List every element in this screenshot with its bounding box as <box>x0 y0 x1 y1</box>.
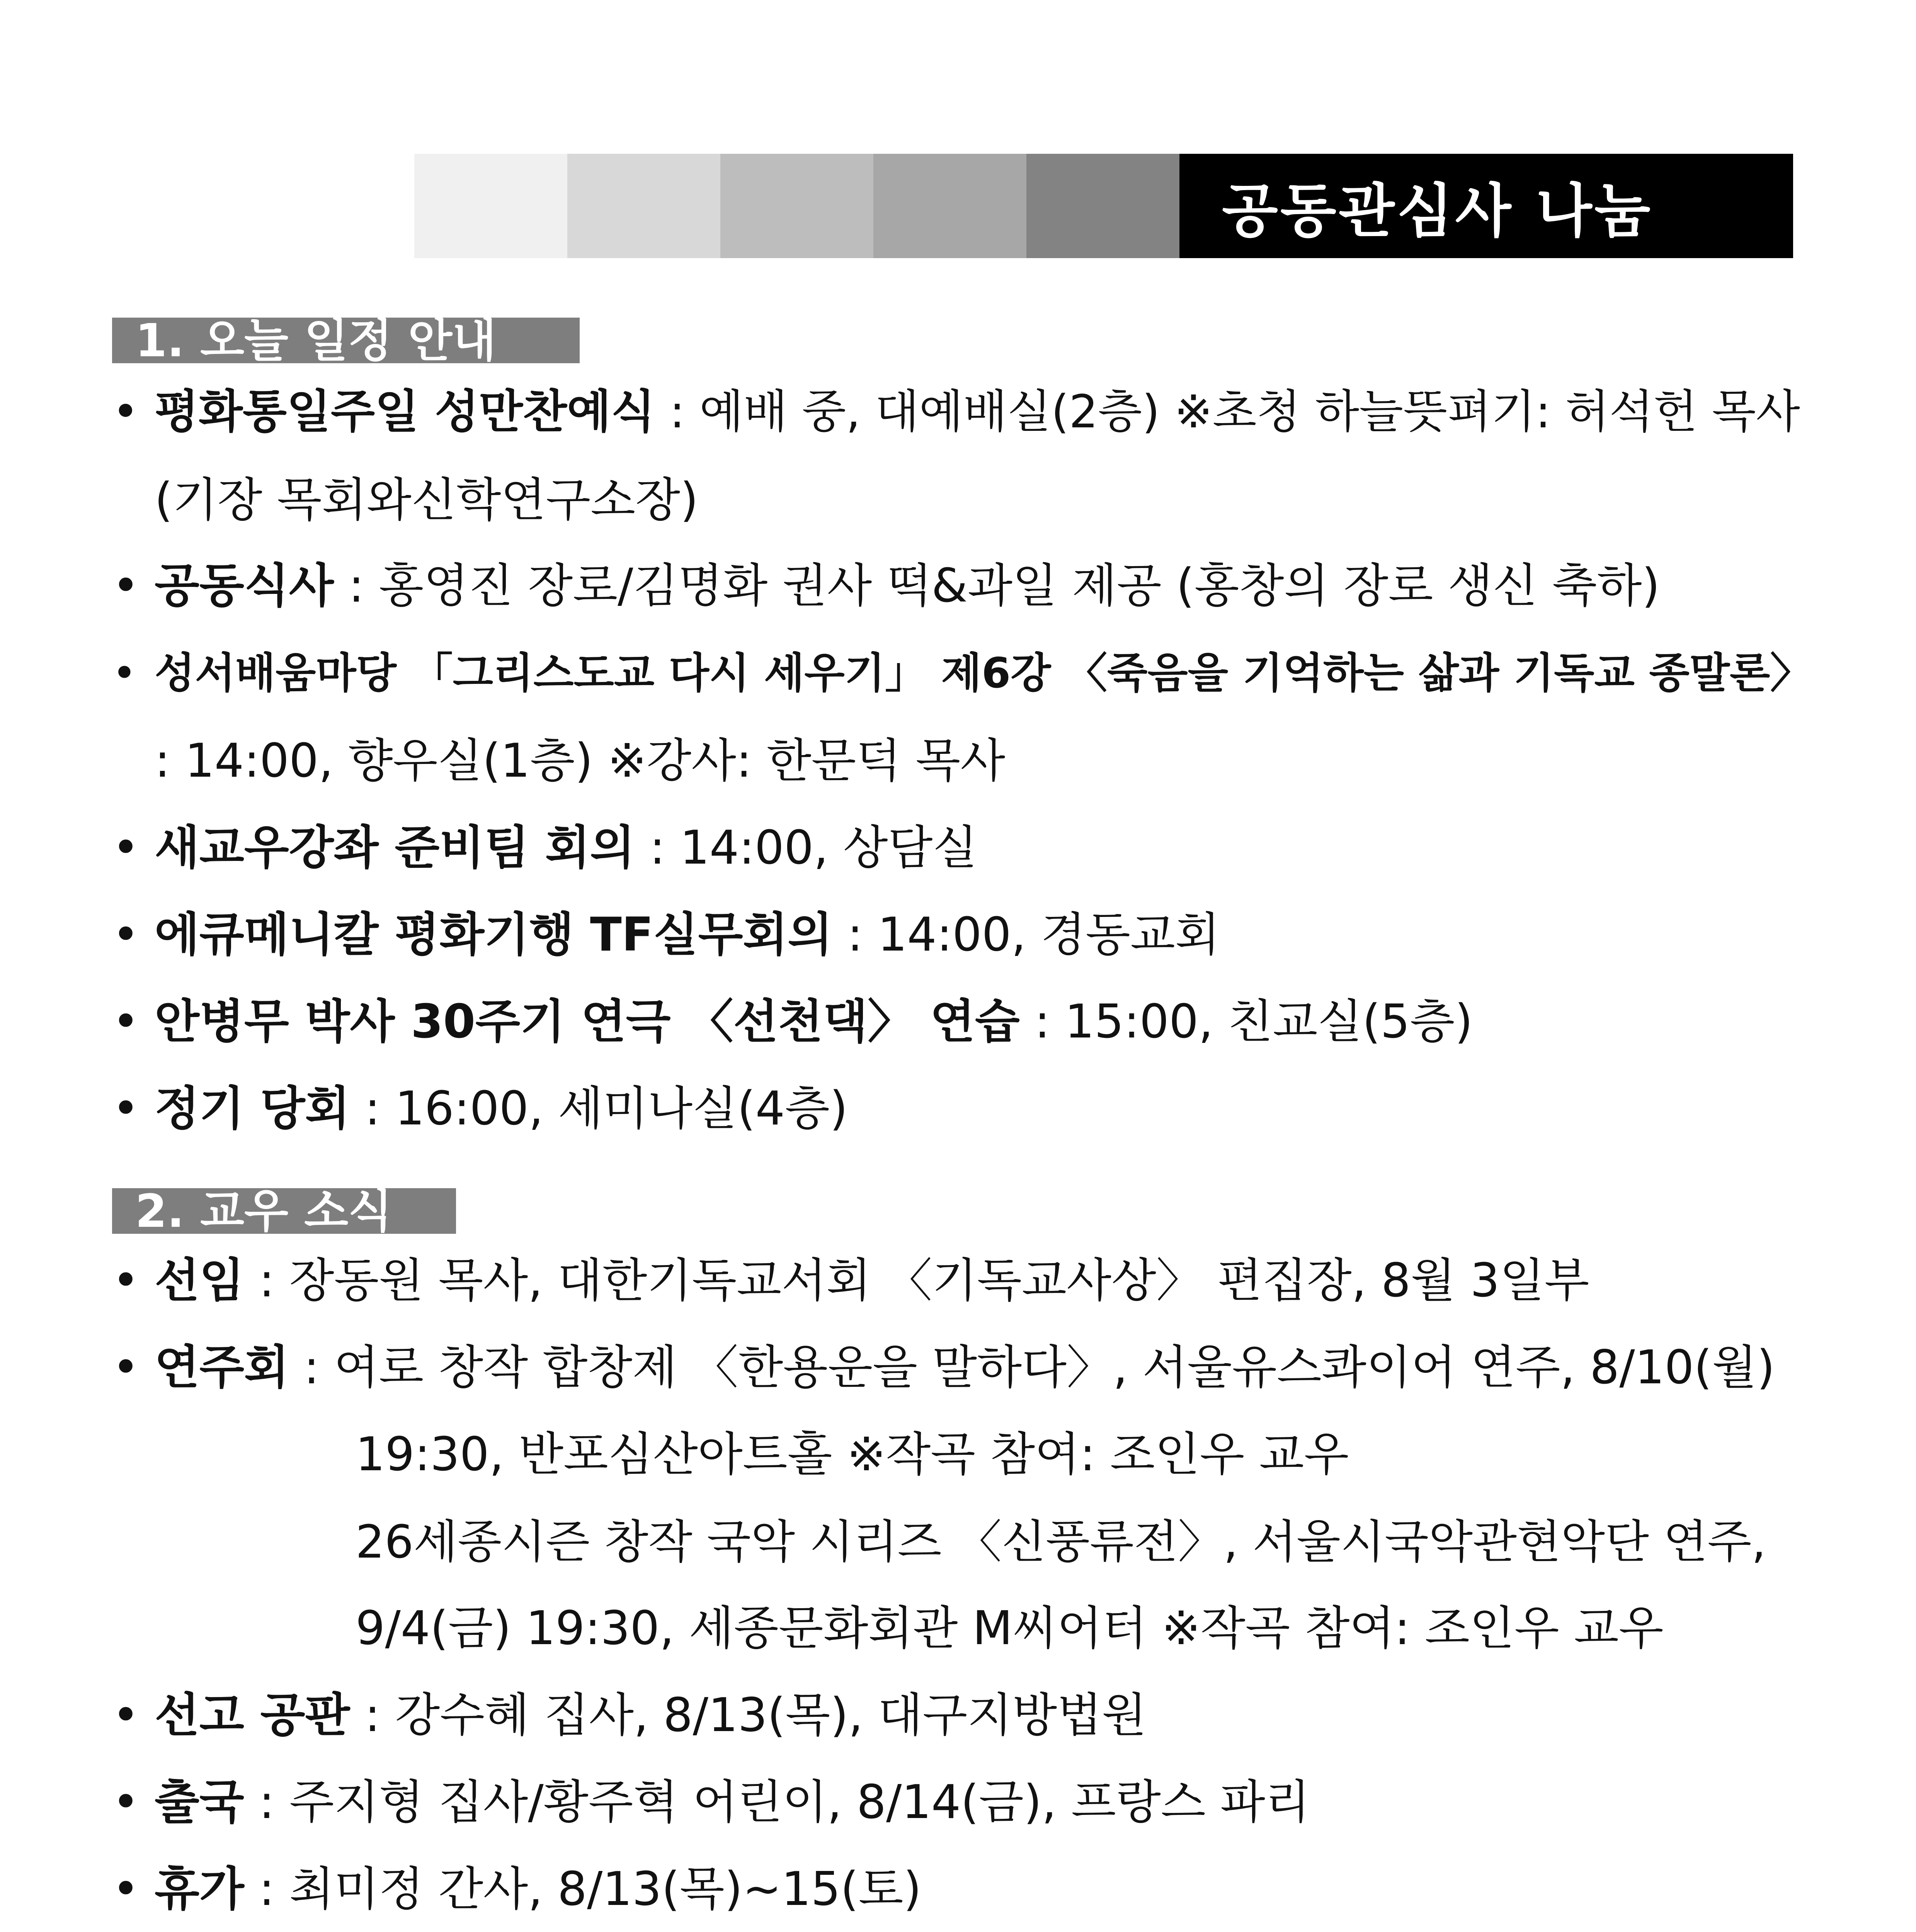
bullet-icon: • <box>112 995 140 1049</box>
list-item: • 새교우강좌 준비팀 회의 : 14:00, 상담실 <box>112 819 1812 877</box>
list-item: • 정기 당회 : 16:00, 세미나실(4층) <box>112 1080 1812 1138</box>
list-item: • 평화통일주일 성만찬예식 : 예배 중, 대예배실(2층) ※초청 하늘뜻펴기: 허석헌 목사 <box>112 383 1812 440</box>
bullet-icon: • <box>112 1341 140 1395</box>
bullet-icon: • <box>112 1254 140 1308</box>
bullet-icon: • <box>112 1862 140 1916</box>
bullet-icon: • <box>112 821 140 875</box>
gradient-strip-1 <box>414 154 567 258</box>
section-heading-1: 1. 오늘 일정 안내 <box>112 318 580 363</box>
list-item: • 안병무 박사 30주기 연극 〈선천댁〉 연습 : 15:00, 친교실(5층) <box>112 993 1812 1051</box>
list-item: • 출국 : 주지형 집사/황주혁 어린이, 8/14(금), 프랑스 파리 <box>112 1774 1812 1832</box>
list-item: • 선고 공판 : 강수혜 집사, 8/13(목), 대구지방법원 <box>112 1687 1812 1745</box>
list-item: • 성서배움마당 「그리스도교 다시 세우기」 제6강 〈죽음을 기억하는 삶과 기독교 종말론〉 <box>112 645 1812 702</box>
list-item: • 휴가 : 최미정 간사, 8/13(목)~15(토) <box>112 1861 1812 1918</box>
bullet-icon: • <box>112 385 139 438</box>
page-banner <box>414 154 1793 258</box>
gradient-strip-4 <box>873 154 1026 258</box>
gradient-strip-5 <box>1026 154 1179 258</box>
list-item: • 연주회 : 여로 창작 합창제 〈한용운을 말하다〉, 서울유스콰이어 연주, 8/10(월) <box>112 1339 1812 1397</box>
list-item: • 에큐메니칼 평화기행 TF실무회의 : 14:00, 경동교회 <box>112 906 1812 964</box>
gradient-strip-3 <box>720 154 873 258</box>
gradient-strip-2 <box>567 154 720 258</box>
list-item: • 공동식사 : 홍영진 장로/김명화 권사 떡&과일 제공 (홍창의 장로 생신 축하) <box>112 557 1812 615</box>
bullet-icon: • <box>112 1689 140 1742</box>
list-item-continuation: 9/4(금) 19:30, 세종문화회관 M씨어터 ※작곡 참여: 조인우 교우 <box>356 1602 1664 1655</box>
page-title: 공동관심사 나눔 <box>1179 154 1793 258</box>
list-item-continuation: 26세종시즌 창작 국악 시리즈 〈신풍류전〉, 서울시국악관현악단 연주, <box>356 1515 1766 1568</box>
list-item-continuation: : 14:00, 향우실(1층) ※강사: 한문덕 목사 <box>155 734 1006 788</box>
list-item-continuation: (기장 목회와신학연구소장) <box>155 473 698 527</box>
bullet-icon: • <box>112 649 137 697</box>
bullet-icon: • <box>112 1776 140 1829</box>
bullet-icon: • <box>112 908 140 962</box>
section-heading-2: 2. 교우 소식 <box>112 1188 456 1234</box>
bullet-icon: • <box>112 559 140 613</box>
bullet-icon: • <box>112 1082 140 1136</box>
list-item: • 선임 : 장동원 목사, 대한기독교서회 〈기독교사상〉 편집장, 8월 3일부 <box>112 1252 1812 1310</box>
list-item-continuation: 19:30, 반포심산아트홀 ※작곡 참여: 조인우 교우 <box>356 1428 1349 1481</box>
